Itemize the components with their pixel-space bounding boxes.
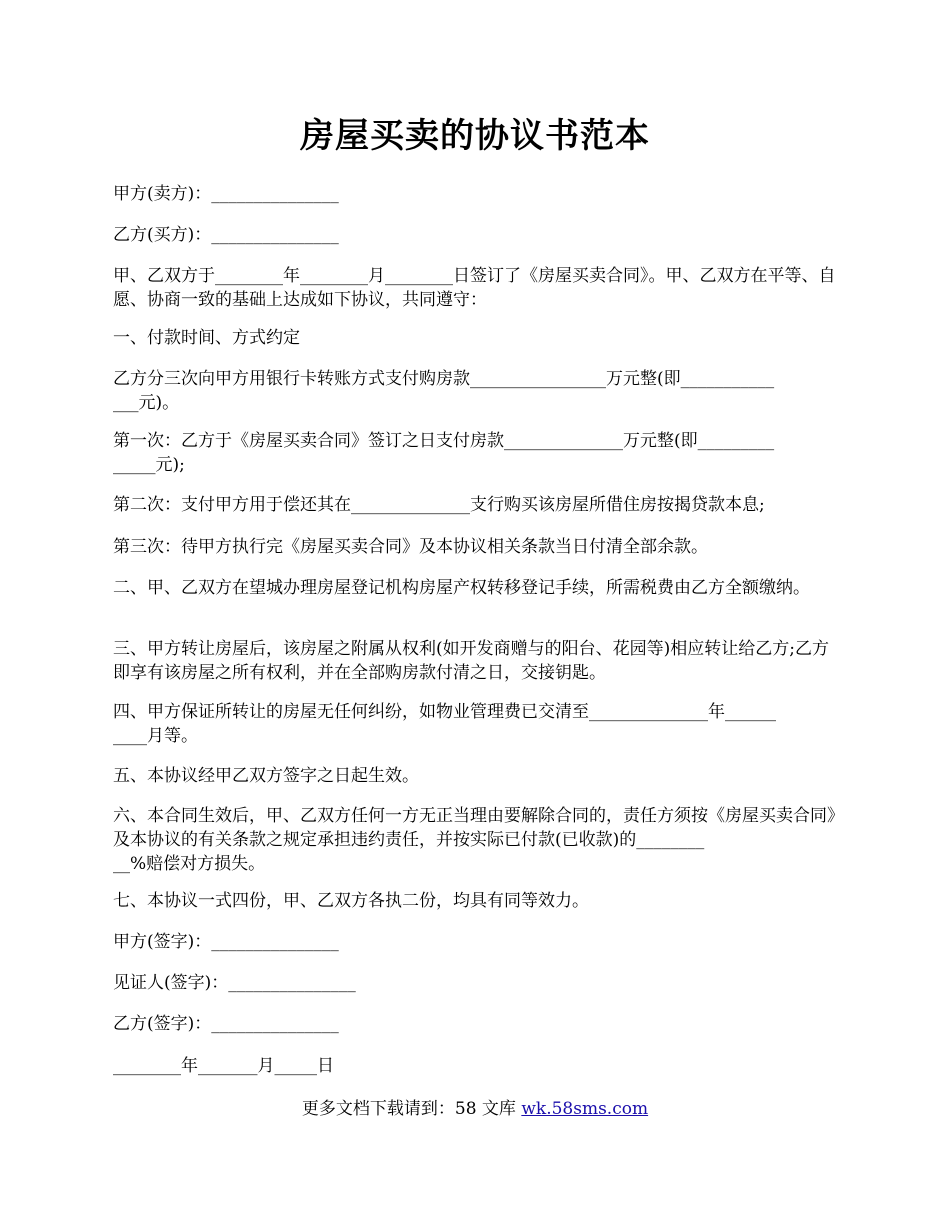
clause-6: 六、本合同生效后，甲、乙双方任何一方无正当理由要解除合同的，责任方须按《房屋买卖合同》及本协议的有关条款之规定承担违约责任，并按实际已付款(已收款)的________ __%赔偿对方损失。: [113, 806, 836, 874]
clause-5: 五、本协议经甲乙双方签字之日起生效。: [113, 766, 419, 786]
payment-paragraph: 乙方分三次向甲方用银行卡转账方式支付购房款________________万元整(即___________ ___元)。: [113, 369, 775, 413]
second-payment: 第二次：支付甲方用于偿还其在______________支行购买该房屋所借住房按揭贷款本息;: [113, 495, 765, 515]
footer-link[interactable]: wk.58sms.com: [521, 1099, 649, 1119]
clause-4: 四、甲方保证所转让的房屋无任何纠纷，如物业管理费已交清至______________年______ ____月等。: [113, 702, 776, 746]
clause-2: 二、甲、乙双方在望城办理房屋登记机构房屋产权转移登记手续，所需税费由乙方全额缴纳。: [113, 578, 810, 598]
section-1-heading: 一、付款时间、方式约定: [113, 328, 300, 348]
witness-signature: 见证人(签字)：_______________: [113, 973, 356, 993]
first-payment: 第一次：乙方于《房屋买卖合同》签订之日支付房款______________万元整(即_________ _____元);: [113, 431, 775, 475]
footer-text: 更多文档下载请到：58 文库: [301, 1099, 522, 1119]
clause-3: 三、甲方转让房屋后，该房屋之附属从权利(如开发商赠与的阳台、花园等)相应转让给乙方;乙方即享有该房屋之所有权利，并在全部购房款付清之日，交接钥匙。: [113, 639, 829, 683]
document-title: 房屋买卖的协议书范本: [300, 116, 650, 156]
clause-7: 七、本协议一式四份，甲、乙双方各执二份，均具有同等效力。: [113, 891, 589, 911]
third-payment: 第三次：待甲方执行完《房屋买卖合同》及本协议相关条款当日付清全部余款。: [113, 537, 708, 557]
party-b-buyer: 乙方(买方)：_______________: [113, 225, 339, 245]
party-a-signature: 甲方(签字)：_______________: [113, 932, 339, 952]
party-a-seller: 甲方(卖方)：_______________: [113, 184, 339, 204]
intro-paragraph: 甲、乙双方于________年________月________日签订了《房屋买卖合同》。甲、乙双方在平等、自愿、协商一致的基础上达成如下协议，共同遵守：: [113, 266, 836, 310]
footer: [0, 1094, 950, 1119]
party-b-signature: 乙方(签字)：_______________: [113, 1014, 339, 1034]
signing-date: ________年_______月_____日: [113, 1056, 334, 1076]
